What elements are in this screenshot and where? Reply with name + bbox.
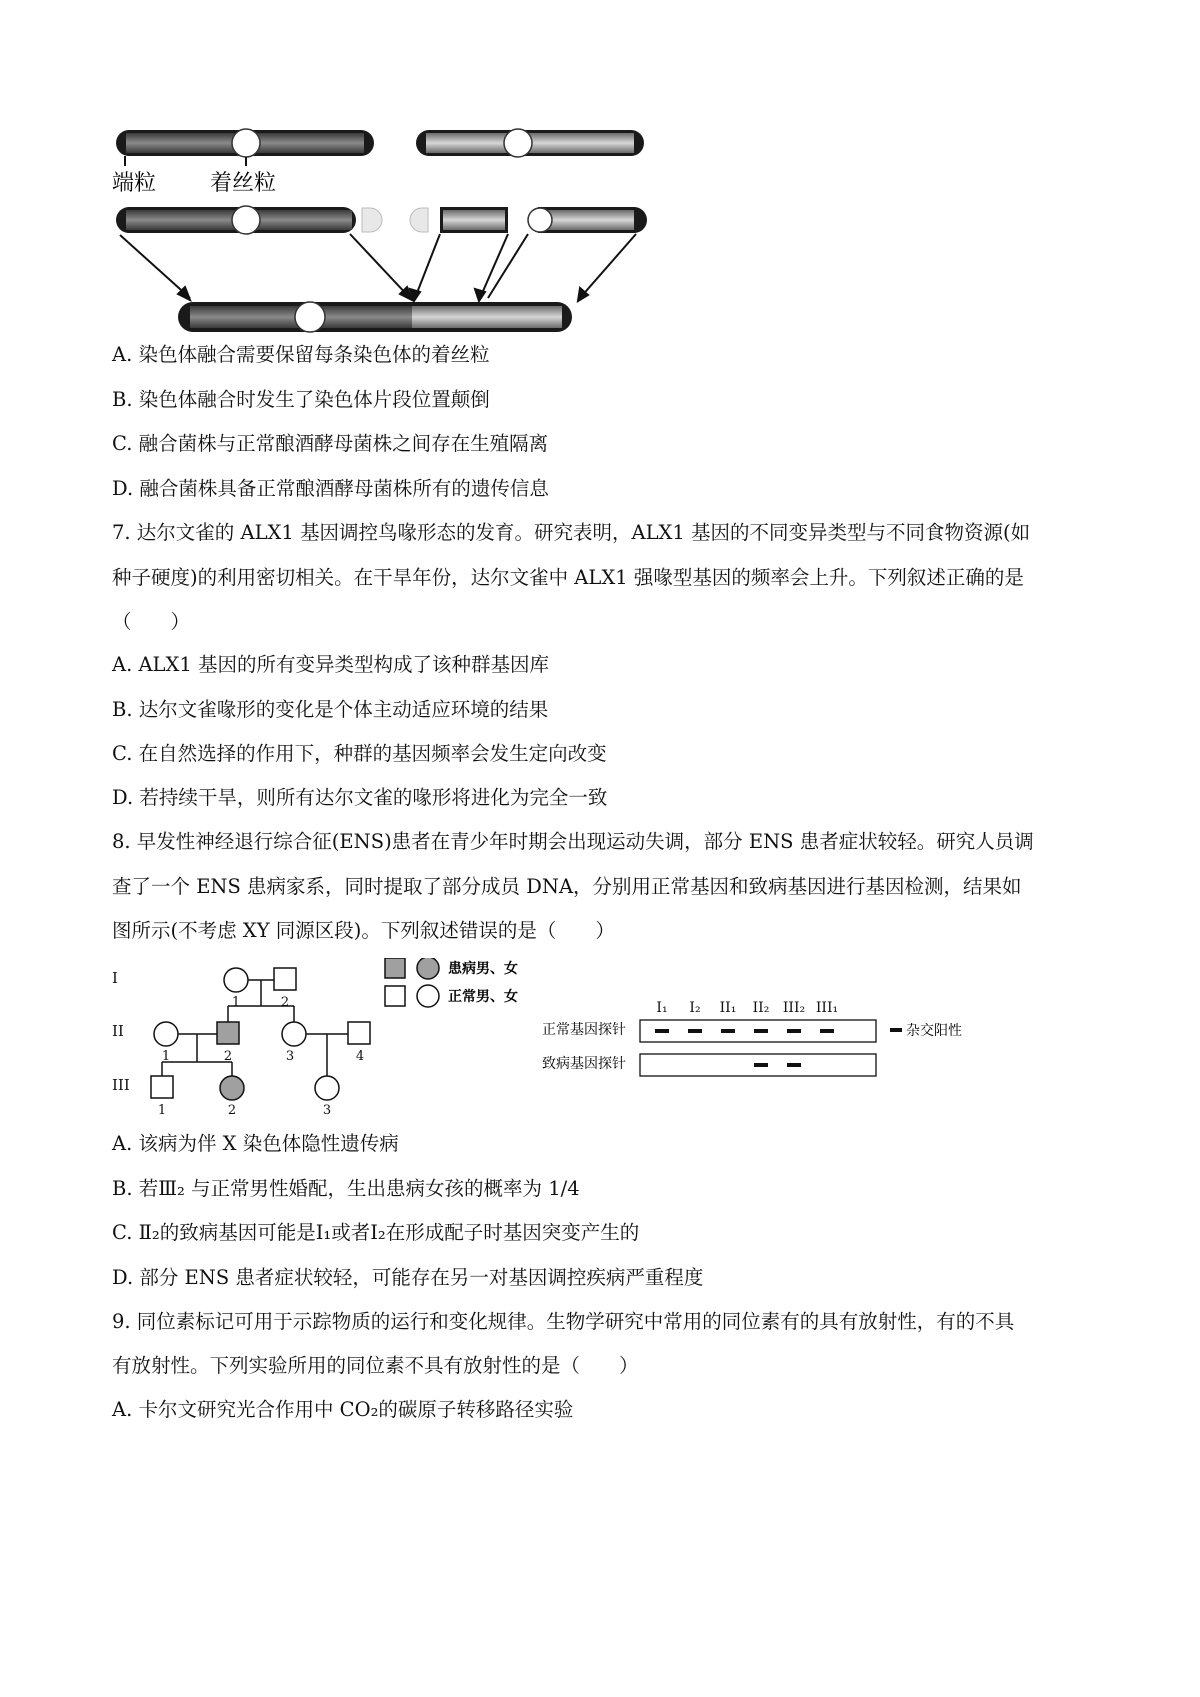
q9-option-a: A. 卡尔文研究光合作用中 CO₂的碳原子转移路径实验	[112, 1398, 574, 1421]
q9-stem-line-2: 有放射性。下列实验所用的同位素不具有放射性的是（ ）	[112, 1354, 639, 1377]
pedigree-number-III2: 2	[227, 1103, 237, 1118]
legend-affected-label: 患病男、女	[448, 961, 518, 977]
chromosome-light-intact	[416, 129, 644, 157]
q7-stem-line-2: 种子硬度)的利用密切相关。在干旱年份，达尔文雀中 ALX1 强喙型基因的频率会上升。下列叙述正确的是	[112, 566, 1024, 589]
q9-stem-line-1: 9. 同位素标记可用于示踪物质的运行和变化规律。生物学研究中常用的同位素有的具有放射性，有的不具	[112, 1310, 1015, 1333]
pedigree-chart	[110, 958, 530, 1118]
hybridization-band	[787, 1029, 801, 1033]
chromosome-dark-cut	[116, 206, 382, 234]
pedigree-number-II4: 4	[355, 1049, 365, 1064]
pedigree-II4-male-normal	[348, 1022, 370, 1044]
q8-option-b: B. 若Ⅲ₂ 与正常男性婚配，生出患病女孩的概率为 1/4	[112, 1177, 580, 1200]
legend-normal-label: 正常男、女	[448, 989, 518, 1005]
q8-stem-line-1: 8. 早发性神经退行综合征(ENS)患者在青少年时期会出现运动失调，部分 ENS 患者症状较轻。研究人员调	[112, 830, 1034, 853]
disease-probe-label: 致病基因探针	[542, 1056, 626, 1072]
legend-normal-male-icon	[385, 986, 405, 1006]
legend-affected-male-icon	[385, 958, 405, 978]
q7-option-b: B. 达尔文雀喙形的变化是个体主动适应环境的结果	[112, 698, 549, 721]
q8-stem-line-3: 图所示(不考虑 XY 同源区段)。下列叙述错误的是（ ）	[112, 919, 615, 942]
q6-option-c: C. 融合菌株与正常酿酒酵母菌株之间存在生殖隔离	[112, 432, 549, 455]
chromosome-fused	[178, 302, 572, 332]
q8-option-d: D. 部分 ENS 患者症状较轻，可能存在另一对基因调控疾病严重程度	[112, 1266, 704, 1289]
q7-option-d: D. 若持续干旱，则所有达尔文雀的喙形将进化为完全一致	[112, 786, 608, 809]
q7-option-c: C. 在自然选择的作用下，种群的基因频率会发生定向改变	[112, 742, 607, 765]
pedigree-III2-female-affected	[220, 1076, 244, 1100]
q8-option-a: A. 该病为伴 X 染色体隐性遗传病	[112, 1132, 399, 1155]
pedigree-number-II2: 2	[223, 1049, 233, 1064]
legend-normal-female-icon	[417, 985, 439, 1007]
hybridization-band	[787, 1063, 801, 1067]
chromosome-light-cut	[410, 207, 647, 233]
probe-hybridization-table	[540, 1000, 980, 1090]
pedigree-number-I1: 1	[231, 995, 241, 1010]
probe-column-header: III₁	[815, 1000, 839, 1016]
generation-label-iii: III	[112, 1076, 130, 1094]
q7-stem-line-1: 7. 达尔文雀的 ALX1 基因调控鸟喙形态的发育。研究表明，ALX1 基因的不同变异类型与不同食物资源(如	[112, 521, 1031, 544]
chromosome-dark-intact	[116, 129, 374, 166]
pedigree-number-III1: 1	[157, 1103, 167, 1118]
normal-probe-label: 正常基因探针	[542, 1022, 626, 1038]
pedigree-number-II3: 3	[285, 1049, 295, 1064]
chromosome-fusion-figure	[110, 128, 710, 358]
hybridization-band	[688, 1029, 702, 1033]
probe-column-header: III₂	[782, 1000, 806, 1016]
generation-label-ii: II	[112, 1022, 124, 1040]
q7-stem-line-3: （ ）	[112, 610, 191, 633]
hybridization-band	[820, 1029, 834, 1033]
hybridization-band	[754, 1063, 768, 1067]
legend-affected-female-icon	[417, 958, 439, 979]
hybridization-band	[754, 1029, 768, 1033]
pedigree-III3-female-normal	[315, 1076, 339, 1100]
pedigree-I1-female-normal	[224, 968, 248, 992]
hybridization-band	[721, 1029, 735, 1033]
pedigree-III1-male-normal	[151, 1076, 173, 1098]
probe-column-header: I₂	[689, 1000, 701, 1016]
q6-option-d: D. 融合菌株具备正常酿酒酵母菌株所有的遗传信息	[112, 477, 549, 500]
pedigree-II2-male-affected	[217, 1022, 239, 1044]
probe-column-header: II₂	[752, 1000, 770, 1016]
pedigree-number-III3: 3	[322, 1103, 332, 1118]
fusion-arrows	[120, 234, 636, 301]
pedigree-I2-male-normal	[274, 968, 296, 990]
pedigree-number-I2: 2	[280, 995, 290, 1010]
q6-option-b: B. 染色体融合时发生了染色体片段位置颠倒	[112, 388, 490, 411]
q7-option-a: A. ALX1 基因的所有变异类型构成了该种群基因库	[112, 653, 549, 676]
positive-legend-mark	[890, 1028, 902, 1032]
telomere-label: 端粒	[112, 171, 157, 196]
pedigree-number-II1: 1	[161, 1049, 171, 1064]
generation-label-i: I	[112, 969, 118, 987]
q6-option-a: A. 染色体融合需要保留每条染色体的着丝粒	[112, 343, 490, 366]
probe-column-header: I₁	[656, 1000, 668, 1016]
positive-legend-label: 杂交阳性	[906, 1023, 962, 1039]
centromere-label: 着丝粒	[210, 171, 277, 196]
pedigree-II3-female-normal	[282, 1022, 306, 1046]
q8-option-c: C. Ⅱ₂的致病基因可能是I₁或者I₂在形成配子时基因突变产生的	[112, 1221, 640, 1244]
pedigree-II1-female-normal	[154, 1022, 178, 1046]
hybridization-band	[655, 1029, 669, 1033]
q8-stem-line-2: 查了一个 ENS 患病家系，同时提取了部分成员 DNA，分别用正常基因和致病基因进行基因检测，结果如	[112, 875, 1022, 898]
probe-column-header: II₁	[719, 1000, 737, 1016]
